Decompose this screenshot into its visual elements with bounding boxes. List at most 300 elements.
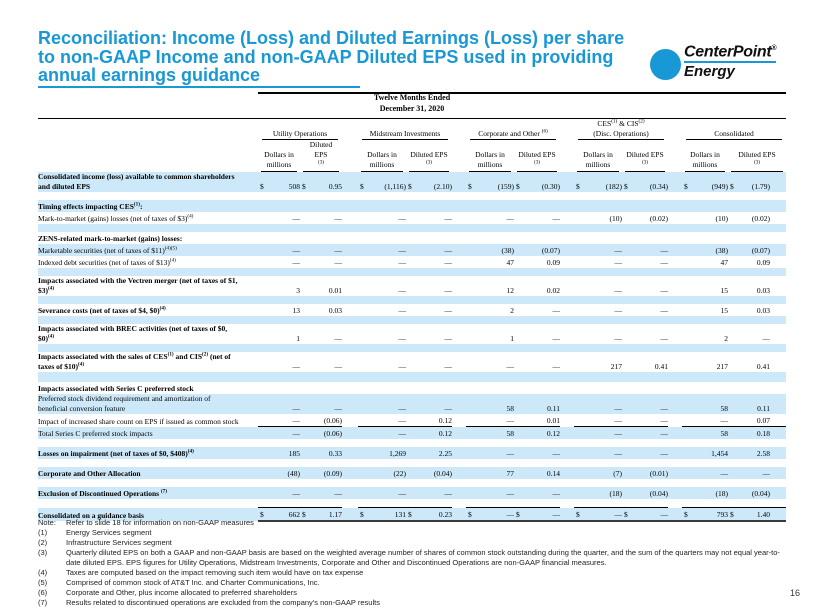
dollars-value-cell: — [398,306,406,315]
title-underline-rule [38,86,360,88]
value-text: (1.79) [751,182,770,191]
dollar-sign: $ [360,510,364,519]
footnote-tag: (7) [38,598,48,608]
table-row [38,394,786,414]
dollars-value-cell: — [614,429,622,438]
row-label-line: Mark-to-market (gains) losses (net of taxes of $3)$^{(4)}$ [38,213,194,223]
column-gap [668,414,682,427]
spacer-row [38,372,786,382]
column-gap [560,324,574,344]
table-row [38,352,786,372]
dollars-value-cell [574,172,622,192]
spacer-cell [38,192,786,200]
dollars-value-cell: — [292,404,300,413]
column-gap [342,276,358,296]
value-text: — [506,510,514,519]
footnote-text: Energy Services segment [66,528,152,538]
spacer-row [38,268,786,276]
dollars-value-cell: — [398,258,406,267]
footnote-row [38,518,790,528]
eps-value-cell: — [334,489,342,498]
eps-value-cell: — [660,429,668,438]
dollars-value-cell: — [292,246,300,255]
subheader-line: Dollars in [583,150,613,159]
row-label-line: Impact of increased share count on EPS if issued as common stock [38,416,239,426]
dollar-sign: $ [302,182,306,191]
dollars-value-cell: — [720,469,728,478]
dollars-value-cell: 15 [720,306,728,315]
dollars-in-millions-header [258,140,300,172]
logo-text [684,40,776,80]
eps-value-cell: 0.41 [654,362,668,371]
dollars-value-cell: — [506,489,514,498]
dollars-value-cell: — [292,258,300,267]
column-gap [560,119,574,140]
dollars-value-cell: — [614,334,622,343]
dollars-value-cell: — [398,214,406,223]
column-gap [452,256,466,268]
dollars-value-cell: — [398,246,406,255]
row-label [38,304,258,316]
subheader-label [469,150,511,172]
dollars-value-cell: 47 [720,258,728,267]
dollars-value-cell: — [506,362,514,371]
dollar-sign: $ [624,182,628,191]
centerpoint-energy-logo [650,40,776,80]
dollars-value-cell: (7) [613,469,622,478]
subheader-line: Diluted EPS [410,150,448,159]
dollars-value-cell: — [574,414,622,427]
table-row [38,487,786,499]
dollars-value-cell: — [614,404,622,413]
spacer-cell [38,479,786,487]
column-gap [342,324,358,344]
column-gap [452,324,466,344]
value-text: (1,116) [384,182,406,191]
eps-value-cell: — [660,286,668,295]
row-label [38,256,258,268]
column-gap [668,212,682,224]
diluted-eps-header [300,140,342,172]
logo-circle-icon [650,49,681,80]
column-gap [452,414,466,427]
diluted-eps-header [514,140,560,172]
column-gap [452,172,466,192]
eps-value-cell [622,172,668,192]
table-row [38,276,786,296]
value-text: 131 [394,510,406,519]
column-gap [560,447,574,459]
footnote-row [38,588,790,598]
row-label-line: Timing effects impacting CES$^{(1)}$: [38,201,143,211]
row-label [38,200,786,212]
eps-value-cell: — [552,489,560,498]
row-label-line: Corporate and Other Allocation [38,469,141,478]
eps-value-cell: (0.06) [300,414,342,427]
dollars-value-cell: (18) [609,489,622,498]
value-text: (0.30) [541,182,560,191]
subheader-line: Diluted EPS [626,150,664,159]
period-line-2: December 31, 2020 [379,104,445,113]
column-gap [560,394,574,414]
column-gap [560,256,574,268]
spacer-cell [38,459,786,467]
eps-value-cell: — [552,449,560,458]
dollars-value-cell: 13 [292,306,300,315]
eps-value-cell: — [552,306,560,315]
footnote-tag: (6) [38,588,48,598]
row-label-line: and diluted EPS [38,182,91,191]
spacer-cell [38,316,786,324]
eps-value-cell: 0.01 [514,414,560,427]
column-gap [668,352,682,372]
group-header-line: CES$^{(1)}$ & CIS$^{(2)}$ [597,118,645,128]
dollars-value-cell: — [358,414,406,427]
subheader-line: (3) [641,159,649,166]
dollar-sign: $ [468,182,472,191]
column-gap [342,394,358,414]
eps-value-cell: — [444,286,452,295]
footnote-text: Quarterly diluted EPS on both a GAAP and non-GAAP basis are based on the weighted average number of shares of common stock outstanding during the quarter, and the sum of the quarters may not equal year-to-date diluted EPS. EPS figures for Utility Operations, Midstream Investments, Corporate and Other and Discontinued Operations are non-GAAP financial measures. [66,548,780,567]
value-text: 0.23 [438,510,452,519]
dollars-value-cell [358,172,406,192]
eps-value-cell: — [444,306,452,315]
column-gap [452,276,466,296]
money-value [574,182,622,192]
spacer-cell [38,296,786,304]
group-header [682,119,786,140]
row-label [38,427,258,440]
subheader-label [409,150,449,172]
column-gap [342,212,358,224]
column-gap [560,276,574,296]
dollars-value-cell: 1 [296,334,300,343]
value-text: — [660,510,668,519]
spacer-row [38,296,786,304]
value-text: 793 [716,510,728,519]
dollars-value-cell: — [292,489,300,498]
dollars-value-cell: — [682,414,728,427]
dollars-value-cell [466,172,514,192]
subheader-row [38,140,786,172]
row-label-line: Marketable securities (net of taxes of $11)$^{(4)(5)}$ [38,245,177,255]
dollars-value-cell: — [614,258,622,267]
spacer-cell [38,439,786,447]
subheader-label [577,150,619,172]
column-gap [342,467,358,479]
table-row [38,382,786,394]
dollars-value-cell: 2 [510,306,514,315]
dollars-value-cell: — [398,429,406,438]
dollars-value-cell: 58 [506,429,514,438]
dollars-value-cell: — [614,449,622,458]
row-label-line: Impacts associated with the Vectren merger (net of taxes of $1, [38,276,238,285]
dollar-sign: $ [260,510,264,519]
page-title-line-3: annual earnings guidance [38,65,261,85]
dollars-value-cell: — [292,214,300,223]
spacer-row [38,192,786,200]
eps-value-cell: (0.01) [649,469,668,478]
dollars-value-cell: (10) [609,214,622,223]
label-column-head [38,140,258,172]
spacer-row [38,499,786,508]
footnote-tag: (4) [38,567,48,577]
subheader-line: Diluted EPS [738,150,776,159]
dollars-value-cell: (18) [715,489,728,498]
eps-value-cell: — [762,334,770,343]
eps-value-cell: — [444,362,452,371]
dollar-sign: $ [260,182,264,191]
table-row [38,200,786,212]
column-gap [452,352,466,372]
dollars-value-cell: (38) [501,246,514,255]
footnote-row [38,578,790,588]
value-text: 0.95 [328,182,342,191]
eps-value-cell: 0.33 [328,449,342,458]
diluted-eps-header [728,140,786,172]
spacer-cell [38,499,786,508]
subheader-label [685,150,725,172]
column-gap [342,119,358,140]
dollars-value-cell: — [398,334,406,343]
eps-value-cell: — [444,258,452,267]
spacer-row [38,224,786,232]
eps-value-cell: (0.04) [649,489,668,498]
dollar-sign: $ [360,182,364,191]
column-gap [560,212,574,224]
period-header-topline [258,92,786,94]
logo-name-text: CenterPoint [684,43,772,61]
eps-value-cell: (0.07) [541,246,560,255]
table-row [38,172,786,192]
column-gap [560,244,574,256]
subheader-line: (3) [753,159,761,166]
group-header [466,119,560,140]
dollars-value-cell: — [292,429,300,438]
footnote-row [38,598,790,608]
dollars-value-cell: — [614,286,622,295]
footnote-row [38,568,790,578]
eps-value-cell: (0.04) [433,469,452,478]
reconciliation-table-wrap [38,92,786,522]
subheader-line: Diluted EPS [309,140,333,159]
dollars-value-cell: 185 [288,449,300,458]
eps-value-cell: — [444,246,452,255]
value-text: (2.10) [433,182,452,191]
column-gap [560,487,574,499]
dollars-value-cell: — [466,414,514,427]
subheader-label [361,150,403,172]
row-label-line: Indexed debt securities (net of taxes of $13)$^{(4)}$ [38,257,176,267]
column-gap [668,304,682,316]
footnote-row [38,538,790,548]
value-text: 508 [288,182,300,191]
dollars-value-cell: — [614,306,622,315]
eps-value-cell: — [334,214,342,223]
spacer-row [38,439,786,447]
dollar-sign: $ [684,510,688,519]
column-gap [668,427,682,440]
money-value [682,182,728,192]
value-text: 1.17 [328,510,342,519]
dollars-value-cell: (38) [715,246,728,255]
eps-value-cell: — [334,246,342,255]
dollars-value-cell: — [398,489,406,498]
diluted-eps-header [406,140,452,172]
value-text: (949) [711,182,728,191]
column-gap [452,212,466,224]
footnote-tag: (2) [38,538,48,548]
eps-value-cell: — [334,334,342,343]
subheader-label [625,150,665,172]
footnote-tag: (1) [38,528,48,538]
spacer-cell [38,372,786,382]
eps-value-cell: — [660,306,668,315]
table-row [38,244,786,256]
group-header-line: (Disc. Operations) [593,129,649,138]
footnotes [38,518,790,608]
row-label-line: $3)$^{(4)}$ [38,285,55,295]
group-header [574,119,668,140]
value-text: — [552,510,560,519]
row-label [38,447,258,459]
table-row [38,414,786,427]
table-row [38,427,786,440]
eps-value-cell: 0.03 [328,306,342,315]
money-value [258,182,300,192]
group-header [358,119,452,140]
dollars-value-cell: 47 [506,258,514,267]
dollars-value-cell: 217 [610,362,622,371]
dollars-value-cell: 1,269 [389,449,406,458]
eps-value-cell: — [660,334,668,343]
row-label [38,414,258,427]
eps-value-cell: — [552,334,560,343]
group-header-label [578,119,664,140]
column-gap [560,140,574,172]
table-row [38,212,786,224]
dollars-in-millions-header [358,140,406,172]
spacer-cell [38,344,786,352]
group-header-label [470,129,556,140]
row-label [38,382,786,394]
column-gap [342,447,358,459]
subheader-line: Dollars in [367,150,397,159]
row-label [38,324,258,344]
column-gap [668,394,682,414]
dollars-value-cell: 12 [506,286,514,295]
column-gap [668,140,682,172]
column-gap [342,427,358,440]
reconciliation-table-body [38,172,786,521]
footnote-text: Comprised of common stock of AT&T Inc. and Charter Communications, Inc. [66,578,320,588]
column-gap [452,244,466,256]
footnote-row [38,528,790,538]
row-label-line: $0)$^{(4)}$ [38,333,55,343]
eps-value-cell: (0.09) [323,469,342,478]
spacer-row [38,316,786,324]
eps-value-cell: — [660,404,668,413]
row-label [38,352,258,372]
page-title-line-1: Reconciliation: Income (Loss) and Diluted Earnings (Loss) per share [38,28,625,48]
dollars-value-cell: — [258,414,300,427]
eps-value-cell: — [334,362,342,371]
eps-value-cell: (0.02) [649,214,668,223]
money-value [358,182,406,192]
column-gap [560,414,574,427]
value-text: (182) [605,182,622,191]
dollars-value-cell: 2 [724,334,728,343]
dollars-value-cell: 58 [506,404,514,413]
value-text: (159) [497,182,514,191]
dollars-value-cell: — [398,286,406,295]
table-row [38,324,786,344]
column-gap [342,414,358,427]
eps-value-cell: — [660,246,668,255]
subheader-label [303,140,339,172]
column-gap [452,119,466,140]
eps-value-cell: 0.01 [328,286,342,295]
dollars-value-cell: — [398,362,406,371]
eps-value-cell: 0.09 [546,258,560,267]
eps-value-cell [300,172,342,192]
label-column-head [38,119,258,140]
subheader-line: Diluted EPS [518,150,556,159]
spacer-row [38,459,786,467]
column-gap [668,447,682,459]
dollars-value-cell: (22) [393,469,406,478]
dollar-sign: $ [624,510,628,519]
column-gap [342,304,358,316]
eps-value-cell: (0.04) [751,489,770,498]
column-gap [342,244,358,256]
footnote-row [38,548,790,567]
eps-value-cell: 0.41 [756,362,770,371]
table-row [38,304,786,316]
footnote-text: Results related to discontinued operations are excluded from the company's non-GAAP results [66,598,380,608]
eps-value-cell: 0.07 [728,414,786,427]
row-label [38,467,258,479]
money-value [514,182,560,192]
dollars-value-cell: 217 [716,362,728,371]
subheader-line: (3) [533,159,541,166]
footnote-tag: (5) [38,578,48,588]
eps-value-cell: — [334,404,342,413]
money-value [466,182,514,192]
subheader-line: millions [585,160,611,169]
subheader-line: (3) [425,159,433,166]
dollars-value-cell [258,172,300,192]
subheader-line: millions [266,160,292,169]
dollars-value-cell [682,172,728,192]
column-gap [342,352,358,372]
dollars-value-cell: 1 [510,334,514,343]
column-gap [452,140,466,172]
value-text: — [614,510,622,519]
logo-name [684,40,776,60]
row-label [38,172,258,192]
page-number: 16 [789,588,800,598]
column-gap [452,467,466,479]
group-header-row [38,119,786,140]
dollar-sign: $ [468,510,472,519]
column-gap [342,487,358,499]
column-gap [668,276,682,296]
dollars-value-cell: 3 [296,286,300,295]
footnote-text: Infrastructure Services segment [66,538,172,548]
dollars-value-cell: 15 [720,286,728,295]
dollar-sign: $ [684,182,688,191]
